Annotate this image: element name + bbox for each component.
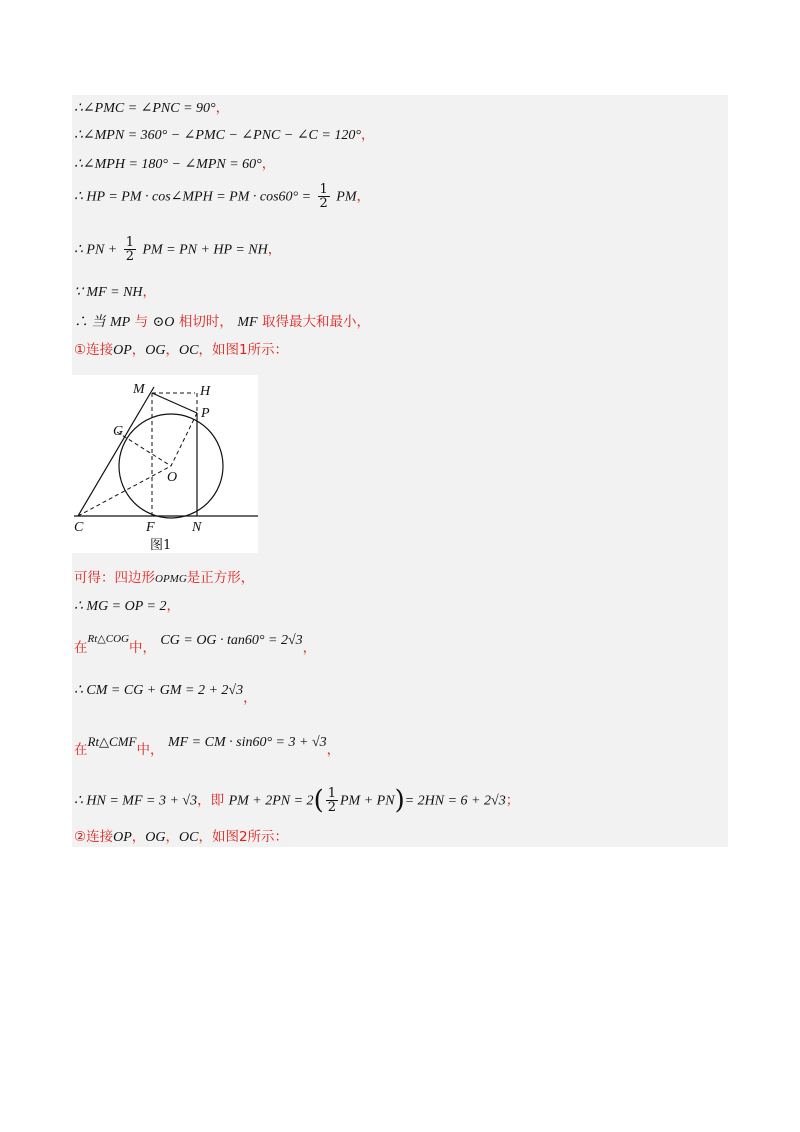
text: ， xyxy=(165,829,180,845)
math: Rt△CMF xyxy=(87,734,137,749)
math: PM = PN + HP = NH xyxy=(142,242,268,258)
figure-caption: 图1 xyxy=(150,538,172,553)
paren-close: ) xyxy=(394,785,405,816)
label-c: C xyxy=(74,520,84,535)
comma: ， xyxy=(326,742,341,758)
label-h: H xyxy=(200,384,211,399)
text: ， xyxy=(131,342,146,358)
fraction xyxy=(318,183,330,210)
fraction-num: 1 xyxy=(319,182,328,197)
text: ①连接 xyxy=(74,342,114,358)
label-f: F xyxy=(146,520,155,535)
math: MP xyxy=(109,315,131,330)
comma: ， xyxy=(267,241,282,258)
text: ，如图1所示： xyxy=(198,342,289,358)
figure-1 xyxy=(72,375,258,553)
line-10 xyxy=(74,597,180,616)
comma: ， xyxy=(166,598,180,614)
math: ∴ HN = MF = 3 + √3 xyxy=(74,793,198,809)
fraction-den: 2 xyxy=(319,196,328,211)
math: OP xyxy=(113,830,132,845)
geometry-diagram xyxy=(72,375,258,553)
line-8 xyxy=(74,341,288,360)
label-g: G xyxy=(113,424,124,439)
math: OG xyxy=(145,343,166,358)
comma: ， xyxy=(243,690,257,706)
math: CG = OG · tan60° = 2√3 xyxy=(160,633,303,648)
comma: ， xyxy=(360,127,375,143)
fraction-num: 1 xyxy=(327,786,336,801)
text: ， xyxy=(131,829,146,845)
line-2 xyxy=(74,126,374,145)
line-cm xyxy=(78,387,154,516)
line-mp xyxy=(152,393,197,413)
text: 与 xyxy=(134,314,149,330)
text: ， xyxy=(165,342,180,358)
math: Rt△COG xyxy=(87,633,129,645)
math: ⊙O xyxy=(152,315,175,330)
text: ，如图2所示： xyxy=(198,829,289,845)
math: OP xyxy=(113,343,132,358)
math: MF = CM · sin60° = 3 + √3 xyxy=(167,735,327,750)
label-m: M xyxy=(133,382,145,397)
fraction xyxy=(326,787,338,814)
line-11 xyxy=(74,631,317,656)
comma: ， xyxy=(142,284,157,300)
math: OG xyxy=(145,830,166,845)
comma: ， xyxy=(215,100,230,116)
paren-open: ( xyxy=(313,785,324,816)
line-5 xyxy=(74,236,281,263)
text: 是正方形， xyxy=(186,570,255,586)
text: 取得最大和最小， xyxy=(262,314,370,330)
line-15 xyxy=(74,828,288,847)
semicolon: ； xyxy=(505,792,520,809)
math: ∴∠MPH = 180° − ∠MPN = 60° xyxy=(74,157,262,172)
text: 可得：四边形 xyxy=(74,570,155,586)
text: ②连接 xyxy=(74,829,114,845)
math: ∴ MG = OP = 2 xyxy=(74,599,167,614)
math: = 2HN = 6 + 2√3 xyxy=(404,793,506,809)
math: MF xyxy=(237,315,258,330)
line-6 xyxy=(74,283,156,302)
fraction-num: 1 xyxy=(125,235,134,250)
fraction xyxy=(124,236,136,263)
math: ∴ HP = PM · cos∠MPH = PM · cos60° = xyxy=(74,189,312,205)
comma: ， xyxy=(261,156,276,172)
text: 中， xyxy=(136,742,164,758)
text: 相切时， xyxy=(178,314,233,330)
line-3 xyxy=(74,155,275,174)
math: ∴ PN + xyxy=(74,242,118,258)
line-op xyxy=(171,413,197,466)
line-og xyxy=(117,432,171,466)
line-4 xyxy=(74,183,370,210)
label-n: N xyxy=(192,520,202,535)
line-12 xyxy=(74,681,257,706)
fraction-den: 2 xyxy=(327,800,336,815)
math: PM xyxy=(336,189,357,205)
comma: ， xyxy=(302,640,317,656)
text: 在 xyxy=(74,640,88,656)
math: PM + PN xyxy=(340,793,395,809)
line-13 xyxy=(74,733,341,758)
fraction-den: 2 xyxy=(125,249,134,264)
math: ∵ MF = NH xyxy=(74,285,143,300)
math: ∴∠MPN = 360° − ∠PMC − ∠PNC − ∠C = 120° xyxy=(74,128,361,143)
label-o: O xyxy=(167,470,178,485)
label-p: P xyxy=(201,406,210,421)
text: 在 xyxy=(74,742,88,758)
text: ，即 xyxy=(197,792,225,809)
comma: ， xyxy=(356,188,370,205)
line-9 xyxy=(74,569,254,588)
math: OPMG xyxy=(155,573,187,585)
math: ∴ 当 xyxy=(74,315,106,330)
text: 中， xyxy=(128,640,156,656)
math: OC xyxy=(179,343,199,358)
math: PM + 2PN = 2 xyxy=(228,793,314,809)
math: ∴ CM = CG + GM = 2 + 2√3 xyxy=(74,683,244,698)
line-7 xyxy=(74,313,370,332)
line-1 xyxy=(74,99,229,118)
math: OC xyxy=(179,830,199,845)
math: ∴∠PMC = ∠PNC = 90° xyxy=(74,101,216,116)
line-oc xyxy=(78,466,171,516)
line-14 xyxy=(74,787,519,814)
